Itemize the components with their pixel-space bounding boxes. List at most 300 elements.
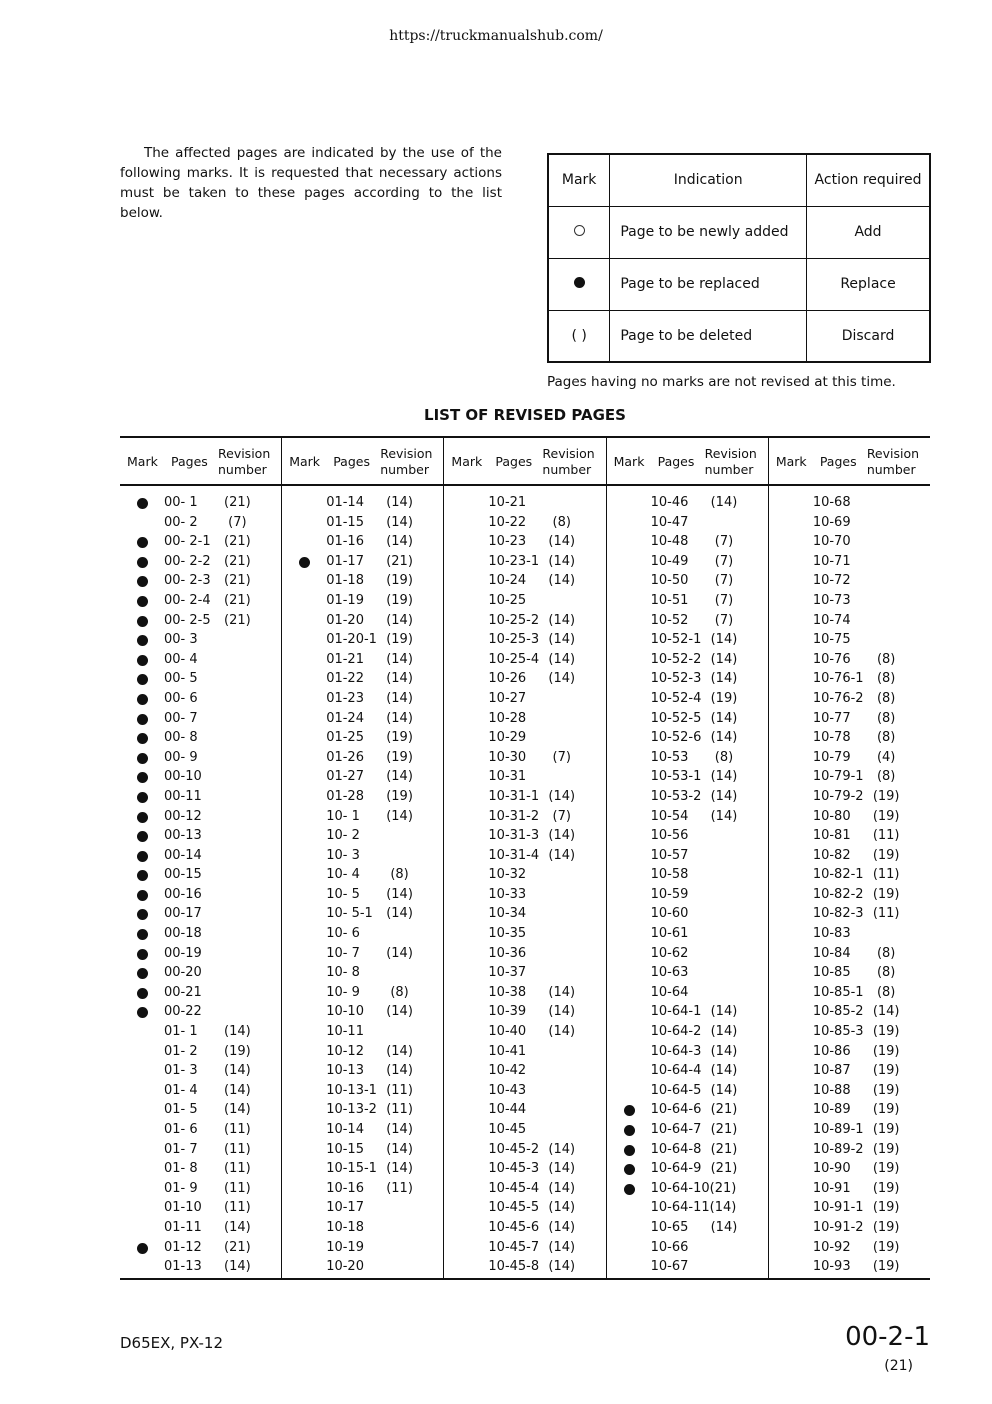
page-number: 10-28	[488, 710, 527, 726]
no-mark-note: Pages having no marks are not revised at this time.	[547, 374, 896, 390]
page-number: 10-31-1	[488, 788, 540, 804]
table-row	[769, 612, 930, 632]
table-row	[282, 494, 443, 514]
table-row	[769, 1199, 930, 1219]
page-number: 10-87	[812, 1063, 851, 1079]
table-row	[282, 514, 443, 534]
page-number: 10-53	[650, 749, 689, 765]
source-url[interactable]: https://truckmanualshub.com/	[389, 28, 603, 44]
table-row	[120, 670, 281, 690]
page-number: 01-23	[326, 690, 364, 706]
table-row	[607, 827, 768, 847]
revision-number: (14)	[710, 1004, 738, 1020]
filled-circle-icon	[137, 655, 148, 666]
revision-number: (14)	[386, 495, 413, 510]
table-row	[120, 749, 281, 769]
revision-number: (14)	[710, 788, 738, 804]
revision-number: (19)	[872, 847, 900, 863]
page-number: 10-45-4	[488, 1180, 540, 1196]
table-row	[282, 749, 443, 769]
filled-circle-icon	[137, 557, 148, 568]
page-number: 10-52-5	[650, 710, 702, 726]
page-number: 00- 6	[164, 690, 198, 706]
page-number: 00-16	[164, 886, 202, 902]
page-number: 10-11	[326, 1024, 364, 1040]
revision-number: (14)	[386, 534, 413, 550]
revision-number: (14)	[386, 1063, 413, 1079]
table-row	[282, 1199, 443, 1219]
legend-header-action: Action required	[807, 154, 930, 206]
filled-circle-icon	[624, 1164, 635, 1175]
revision-number: (8)	[710, 749, 734, 765]
filled-circle-icon	[137, 694, 148, 705]
table-row	[769, 592, 930, 612]
page-number: 10-52-2	[650, 651, 702, 667]
table-row	[120, 1199, 281, 1219]
table-row	[282, 886, 443, 906]
revision-number: (8)	[872, 965, 896, 981]
revision-number: (11)	[224, 1180, 251, 1196]
table-row	[769, 768, 930, 788]
page-number: 10- 5	[326, 886, 360, 902]
revision-number: (14)	[548, 573, 576, 589]
page-number: 10-63	[650, 965, 689, 981]
table-row	[607, 1258, 768, 1278]
table-row	[282, 572, 443, 592]
table-row	[120, 866, 281, 886]
page-number: 10- 2	[326, 828, 360, 844]
revision-number: (19)	[872, 1259, 900, 1275]
revision-number: (19)	[386, 573, 413, 589]
legend-action: Add	[807, 206, 930, 258]
revision-number: (8)	[872, 671, 896, 687]
page-number: 00- 2-1	[164, 534, 211, 550]
revision-number: (14)	[548, 1180, 576, 1196]
revision-number: (14)	[548, 612, 576, 628]
revision-number: (11)	[872, 828, 900, 844]
table-row	[769, 945, 930, 965]
revision-number: (21)	[386, 553, 413, 569]
revision-number: (21)	[224, 573, 251, 589]
table-row	[444, 945, 605, 965]
page-number: 10-39	[488, 1004, 527, 1020]
page-number: 10-25	[488, 592, 527, 608]
page-number: 10-40	[488, 1024, 527, 1040]
revision-number: (14)	[386, 769, 413, 785]
page-number: 10-41	[488, 1043, 527, 1059]
column-header	[120, 438, 281, 486]
revision-number: (14)	[548, 1161, 576, 1177]
revision-number: (14)	[386, 651, 413, 667]
page-number: 10-85-2	[812, 1004, 864, 1020]
filled-circle-icon	[137, 929, 148, 940]
table-row	[120, 984, 281, 1004]
table-row	[607, 1199, 768, 1219]
table-row	[282, 1082, 443, 1102]
filled-circle-icon	[137, 870, 148, 881]
filled-circle-icon	[137, 792, 148, 803]
revision-number: (11)	[386, 1180, 413, 1196]
table-row	[769, 827, 930, 847]
table-row	[444, 1023, 605, 1043]
revision-number: (7)	[710, 592, 734, 608]
revision-number: (14)	[548, 1259, 576, 1275]
page-number: 10- 9	[326, 984, 360, 1000]
header-revision-line2: number	[542, 462, 592, 477]
page-number: 10-64	[650, 984, 689, 1000]
table-row	[769, 866, 930, 886]
page-number: 10-53-2	[650, 788, 702, 804]
page-number: 10- 4	[326, 867, 360, 883]
page-number: 10-54	[650, 808, 689, 824]
page-number: 10-90	[812, 1161, 851, 1177]
table-row	[282, 827, 443, 847]
table-row	[282, 1258, 443, 1278]
revision-number: (14)	[386, 808, 413, 824]
revision-number: (11)	[224, 1161, 251, 1177]
revision-number: (14)	[224, 1024, 251, 1040]
page-number: 01-11	[164, 1219, 202, 1235]
table-row	[769, 651, 930, 671]
page-number: 00- 2-2	[164, 553, 211, 569]
revision-number: (19)	[872, 1102, 900, 1118]
table-row	[282, 631, 443, 651]
revision-number: (21)	[224, 592, 251, 608]
page-number: 01-16	[326, 534, 364, 550]
table-row	[444, 710, 605, 730]
revision-number: (19)	[872, 1161, 900, 1177]
table-row	[607, 592, 768, 612]
page-number: 10-82-3	[812, 906, 864, 922]
page-number: 10-82-2	[812, 886, 864, 902]
page-number: 10-45-2	[488, 1141, 540, 1157]
table-row	[607, 1003, 768, 1023]
revision-number: (14)	[386, 710, 413, 726]
mark-legend-table	[547, 153, 931, 363]
table-row	[120, 494, 281, 514]
page-number: 10-81	[812, 828, 851, 844]
table-row	[769, 670, 930, 690]
table-row	[444, 690, 605, 710]
table-row	[444, 553, 605, 573]
legend-mark-cell	[548, 258, 610, 310]
page-number: 10-64-7	[650, 1122, 702, 1137]
table-row	[769, 1062, 930, 1082]
revision-number: (7)	[710, 612, 734, 628]
header-revision-line2: number	[866, 462, 916, 477]
page-number: 10-68	[812, 495, 851, 510]
revision-number: (19)	[710, 690, 738, 706]
table-row	[120, 827, 281, 847]
page-number: 10-89-2	[812, 1141, 864, 1157]
table-row	[769, 1043, 930, 1063]
legend-header-row	[548, 154, 930, 206]
page-number: 00-11	[164, 788, 202, 804]
table-row	[282, 808, 443, 828]
table-row	[769, 808, 930, 828]
page-number: 10-64-2	[650, 1024, 702, 1040]
table-row	[607, 494, 768, 514]
table-row	[769, 1180, 930, 1200]
table-row	[444, 1003, 605, 1023]
table-row	[444, 1082, 605, 1102]
table-row	[607, 808, 768, 828]
table-row	[120, 533, 281, 553]
page-number: 10-47	[650, 514, 689, 530]
table-row	[120, 1023, 281, 1043]
revision-column	[282, 438, 444, 1278]
page-number: 10-82-1	[812, 867, 864, 883]
table-row	[444, 612, 605, 632]
revision-number: (14)	[548, 828, 576, 844]
page-number: 01-25	[326, 730, 364, 746]
filled-circle-icon	[137, 576, 148, 587]
table-row	[120, 964, 281, 984]
revision-number: (14)	[872, 1004, 900, 1020]
header-revision	[380, 446, 432, 478]
table-row	[120, 729, 281, 749]
page-number: 10-45-3	[488, 1161, 540, 1177]
revision-number: (19)	[872, 1141, 900, 1157]
table-row	[120, 612, 281, 632]
page-number: 10- 3	[326, 847, 360, 863]
table-row	[282, 710, 443, 730]
page-number: 10-24	[488, 573, 527, 589]
table-row	[282, 612, 443, 632]
table-row	[607, 984, 768, 1004]
header-pages: Pages	[333, 454, 370, 469]
filled-circle-icon	[137, 616, 148, 627]
table-row	[120, 1121, 281, 1141]
page-number: 10-22	[488, 514, 527, 530]
revision-number: (14)	[548, 651, 576, 667]
page-number: 10-58	[650, 867, 689, 883]
page-number: 10-80	[812, 808, 851, 824]
revision-number: (19)	[872, 1180, 900, 1196]
filled-circle-icon	[299, 557, 310, 568]
revision-number: (8)	[872, 690, 896, 706]
page-number: 10- 1	[326, 808, 360, 824]
page-number: 10- 8	[326, 965, 360, 981]
table-row	[769, 553, 930, 573]
page-number: 10-42	[488, 1063, 527, 1079]
header-pages: Pages	[657, 454, 695, 469]
page-number: 10-14	[326, 1122, 364, 1137]
table-row	[444, 1180, 605, 1200]
page-number: 10-20	[326, 1259, 364, 1275]
revision-number: (11)	[224, 1200, 251, 1216]
page-number: 10-64-10(21)	[650, 1180, 737, 1196]
table-row	[444, 847, 605, 867]
page-number: 01-18	[326, 573, 364, 589]
revision-number: (19)	[872, 1239, 900, 1255]
table-row	[607, 749, 768, 769]
table-row	[607, 1239, 768, 1259]
revision-number: (14)	[710, 710, 738, 726]
table-row	[120, 1062, 281, 1082]
revision-number: (19)	[872, 1082, 900, 1098]
page-number: 10- 7	[326, 945, 360, 961]
table-row	[120, 1258, 281, 1278]
page-number: 10-76-2	[812, 690, 864, 706]
header-mark: Mark	[451, 454, 483, 469]
page-number: 10-65	[650, 1219, 689, 1235]
page-number: 10-31-2	[488, 808, 540, 824]
page-number: 01-20-1	[326, 632, 377, 648]
revision-number: (14)	[710, 1043, 738, 1059]
revision-number: (19)	[872, 1200, 900, 1216]
table-row	[444, 1101, 605, 1121]
revision-number: (4)	[872, 749, 896, 765]
table-row	[769, 729, 930, 749]
table-row	[769, 1160, 930, 1180]
table-row	[120, 905, 281, 925]
page-number: 10-46	[650, 495, 689, 510]
revision-number: (19)	[386, 632, 413, 648]
table-row	[120, 1082, 281, 1102]
revision-number: (19)	[872, 1063, 900, 1079]
table-row	[607, 690, 768, 710]
table-row	[120, 572, 281, 592]
page-number: 10-64-5	[650, 1082, 702, 1098]
table-row	[120, 808, 281, 828]
page-number: 10-64-3	[650, 1043, 702, 1059]
table-row	[120, 847, 281, 867]
filled-circle-icon	[137, 968, 148, 979]
revision-number: (11)	[224, 1141, 251, 1157]
revision-number: (21)	[710, 1122, 738, 1137]
table-row	[444, 670, 605, 690]
page-number: 10-67	[650, 1259, 689, 1275]
table-row	[282, 847, 443, 867]
revision-number: (14)	[224, 1082, 251, 1098]
table-row	[120, 768, 281, 788]
page-number: 10-79	[812, 749, 851, 765]
table-row	[607, 729, 768, 749]
legend-header-mark: Mark	[548, 154, 610, 206]
table-row	[282, 1141, 443, 1161]
revision-number: (14)	[710, 495, 738, 510]
table-row	[120, 925, 281, 945]
table-row	[444, 1219, 605, 1239]
table-row	[607, 553, 768, 573]
page-number: 10-26	[488, 671, 527, 687]
page-number: 00- 1	[164, 495, 198, 510]
table-row	[282, 729, 443, 749]
table-row	[607, 533, 768, 553]
legend-indication: Page to be newly added	[610, 206, 807, 258]
revision-number: (7)	[224, 514, 247, 530]
page-number: 00- 8	[164, 730, 198, 746]
page-number: 01- 2	[164, 1043, 198, 1059]
table-row	[444, 1258, 605, 1278]
table-row	[444, 592, 605, 612]
page-number: 10-88	[812, 1082, 851, 1098]
footer-revision: (21)	[884, 1358, 913, 1374]
filled-circle-icon	[624, 1145, 635, 1156]
table-row	[282, 1160, 443, 1180]
page-number: 00- 2-5	[164, 612, 211, 628]
page-number: 01- 6	[164, 1122, 198, 1137]
table-row	[769, 1121, 930, 1141]
revision-number: (14)	[224, 1063, 251, 1079]
page-number: 10-32	[488, 867, 527, 883]
page-number: 10-85-3	[812, 1024, 864, 1040]
revision-number: (14)	[386, 690, 413, 706]
page-number: 10-83	[812, 926, 851, 942]
page-number: 00-15	[164, 867, 202, 883]
table-row	[282, 984, 443, 1004]
revision-number: (11)	[872, 906, 900, 922]
filled-circle-icon	[137, 988, 148, 999]
table-row	[607, 710, 768, 730]
page-number: 01- 5	[164, 1102, 198, 1118]
revision-number: (19)	[872, 1219, 900, 1235]
revision-number: (19)	[224, 1043, 251, 1059]
table-row	[607, 788, 768, 808]
page-number: 10-86	[812, 1043, 851, 1059]
page-number: 10-52-4	[650, 690, 702, 706]
filled-circle-icon	[137, 1007, 148, 1018]
footer-model: D65EX, PX-12	[120, 1334, 224, 1352]
page-number: 10-23	[488, 534, 527, 550]
revision-number: (14)	[548, 1024, 576, 1040]
table-row	[769, 1141, 930, 1161]
page-number: 00-13	[164, 828, 202, 844]
table-row	[282, 592, 443, 612]
page-number: 10-64-8	[650, 1141, 702, 1157]
table-row	[607, 1180, 768, 1200]
table-row	[444, 729, 605, 749]
table-row	[769, 690, 930, 710]
revision-number: (14)	[386, 906, 413, 922]
table-row	[120, 1003, 281, 1023]
revision-number: (14)	[386, 886, 413, 902]
column-rows	[282, 486, 443, 1278]
filled-circle-icon	[137, 674, 148, 685]
table-row	[607, 1219, 768, 1239]
page-number: 01-15	[326, 514, 364, 530]
revision-number: (14)	[710, 769, 738, 785]
revision-number: (14)	[548, 632, 576, 648]
revision-number: (8)	[386, 984, 409, 1000]
table-row	[120, 1160, 281, 1180]
revision-number: (19)	[386, 730, 413, 746]
column-header	[607, 438, 768, 486]
table-row	[444, 1239, 605, 1259]
filled-circle-icon	[624, 1184, 635, 1195]
page-number: 10-33	[488, 886, 527, 902]
page-number: 10-64-6	[650, 1102, 702, 1118]
revision-column	[120, 438, 282, 1278]
page-number: 10-31	[488, 769, 527, 785]
table-row	[444, 1199, 605, 1219]
table-row	[769, 1239, 930, 1259]
table-row	[607, 866, 768, 886]
table-row	[444, 1160, 605, 1180]
table-row	[769, 533, 930, 553]
revision-number: (7)	[548, 808, 571, 824]
table-row	[769, 788, 930, 808]
page-number: 10-91-2	[812, 1219, 864, 1235]
page-number: 01- 3	[164, 1063, 198, 1079]
header-revision-line1: Revision	[380, 446, 433, 461]
table-row	[769, 494, 930, 514]
revision-number: (7)	[710, 573, 734, 589]
table-row	[607, 1082, 768, 1102]
revision-number: (19)	[386, 592, 413, 608]
table-row	[120, 1043, 281, 1063]
